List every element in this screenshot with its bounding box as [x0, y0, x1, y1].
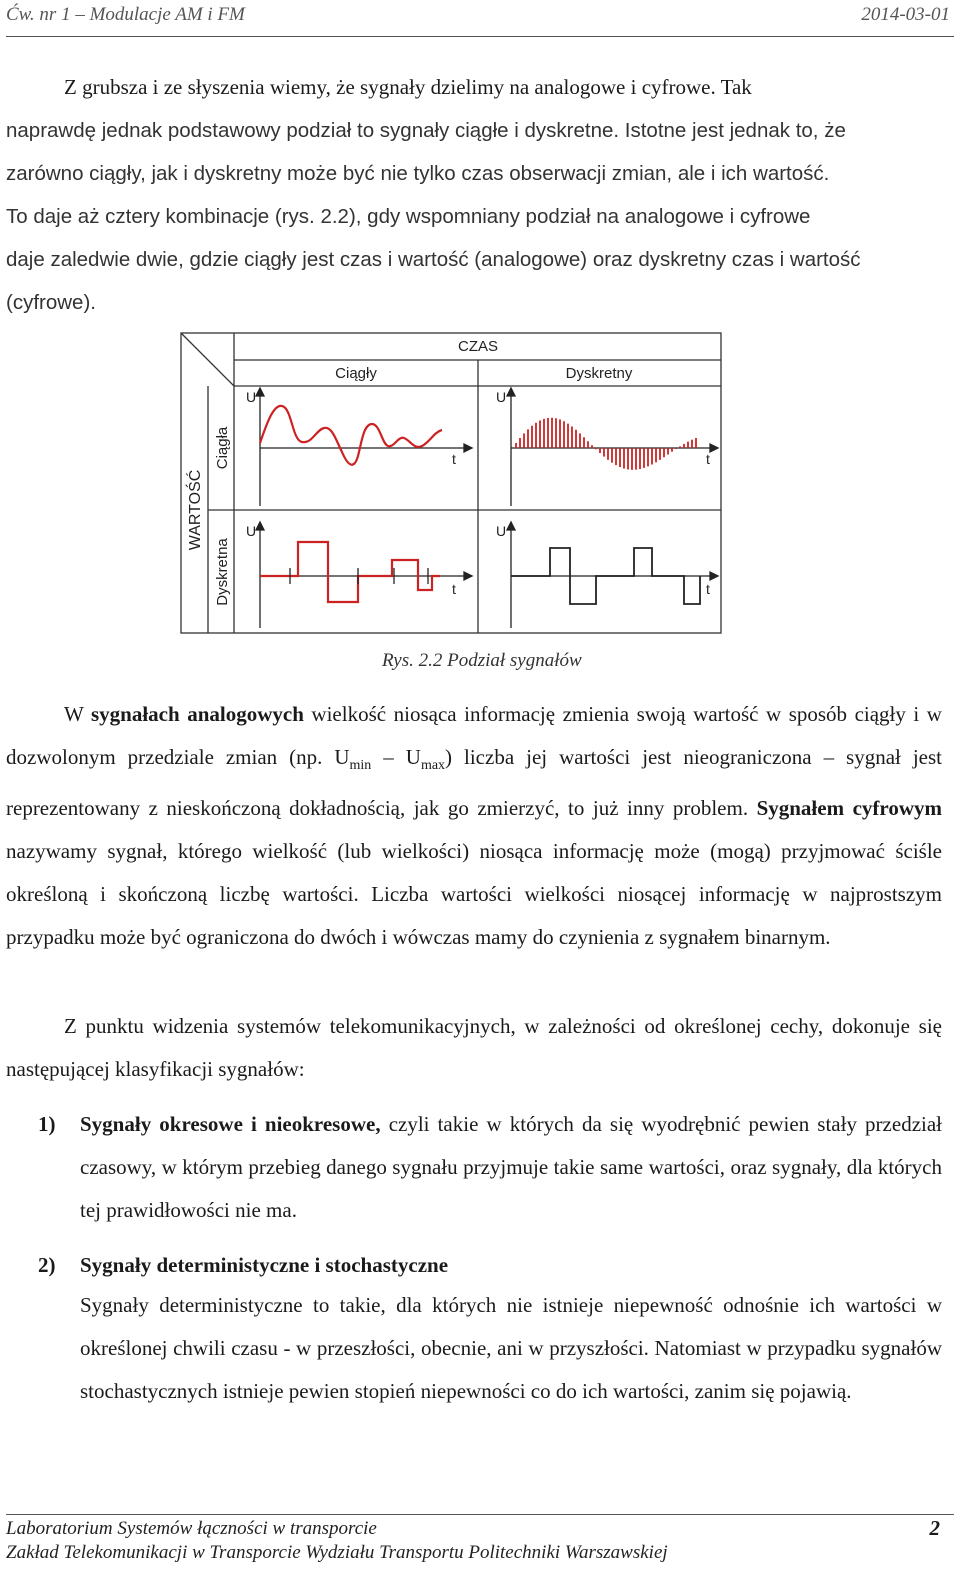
umin-sub: min	[349, 758, 372, 774]
u-label-4: U	[496, 523, 507, 539]
footer-divider	[6, 1514, 954, 1515]
ciagly-label: Ciągły	[335, 365, 377, 382]
classification-intro: Z punktu widzenia systemów telekomunikacyjnych, w zależności od określonej cechy, dokonuje się następującej klasyfikacji sygnałów:	[6, 1014, 942, 1081]
list-num-1: 1)	[38, 1112, 56, 1136]
page-header	[6, 2, 954, 37]
list-term-2: Sygnały deterministyczne i stochastyczne	[80, 1253, 449, 1277]
para2-rest2: ) liczba jej wartości jest nieograniczona – sygnał jest reprezentowany z nieskończoną dokładnością, jak go zmierzyć, to już inny problem.	[6, 745, 942, 821]
para2-rest1: wielkość niosąca informację zmienia swoją wartość w sposób ciągły i w dozwolonym przedziale zmian (np. U	[6, 702, 942, 769]
para2-rest3: nazywamy sygnał, którego wielkość (lub wielkości) niosąca informację może (mogą) przyjmować ściśle określoną i skończoną liczbę wartości. Liczba wartości wielkości niosącej informację w najprostszym przypadku może być ograniczona do dwóch i wówczas mamy do czynienia z sygnałem binarnym.	[6, 839, 942, 950]
para2-dash: – U	[371, 745, 421, 769]
list-term-1: Sygnały okresowe i nieokresowe,	[80, 1112, 381, 1136]
page-number: 2	[929, 1516, 940, 1540]
t-label-3: t	[452, 581, 456, 597]
u-label-1: U	[246, 389, 257, 405]
t-label-2: t	[706, 451, 710, 467]
u-label-2: U	[496, 389, 507, 405]
list-num-2: 2)	[38, 1253, 56, 1277]
czas-label: CZAS	[457, 338, 499, 355]
intro-line-3: zarówno ciągły, jak i dyskretny może być nie tylko czas obserwacji zmian, ale i ich wartość.	[6, 162, 830, 185]
intro-line-4: To daje aż cztery kombinacje (rys. 2.2), gdy wspomniany podział na analogowe i cyfrowe	[6, 205, 811, 228]
digital-wave	[511, 548, 700, 604]
definition-paragraph	[6, 693, 942, 959]
analog-wave	[260, 406, 442, 465]
header-title: Ćw. nr 1 – Modulacje AM i FM	[6, 4, 245, 25]
intro-line-1: Z grubsza i ze słyszenia wiemy, że sygnały dzielimy na analogowe i cyfrowe. Tak	[64, 75, 752, 99]
dyskretna-label: Dyskretna	[214, 538, 231, 606]
list-text-1: czyli takie w których da się wyodrębnić pewien stały przedział czasowy, w którym przebieg danego sygnału przyjmuje takie same wartości, oraz sygnały, dla których tej prawidłowości nie ma.	[80, 1112, 942, 1222]
ciagla-label: Ciągła	[214, 426, 231, 470]
intro-line-2: naprawdę jednak podstawowy podział to sygnały ciągłe i dyskretne. Istotne jest jednak to, że	[6, 119, 846, 142]
list-body-1	[80, 1103, 942, 1232]
intro-line-5: daje zaledwie dwie, gdzie ciągły jest czas i wartość (analogowe) oraz dyskretny czas i wartość	[6, 248, 861, 271]
digital-signal-term: Sygnałem cyfrowym	[756, 796, 942, 821]
u-label-3: U	[246, 523, 257, 539]
figure-svg	[178, 328, 724, 638]
dyskretny-label: Dyskretny	[565, 365, 633, 382]
signal-classification-figure	[178, 328, 724, 643]
intro-line-6: (cyfrowe).	[6, 291, 96, 314]
header-date: 2014-03-01	[861, 4, 950, 25]
para2-w: W	[64, 702, 91, 726]
t-label-4: t	[706, 581, 710, 597]
figure-caption: Rys. 2.2 Podział sygnałów	[382, 650, 582, 671]
t-label-1: t	[452, 451, 456, 467]
list-text-2: Sygnały deterministyczne to takie, dla których nie istnieje niepewność odnośnie ich wartości w określonej chwili czasu - w przeszłości, obecnie, ani w przyszłości. Natomiast w przypadku sygnałów stochastycznych istnieje pewien stopień niepewności co do ich wartości, zanim się pojawią.	[80, 1293, 942, 1403]
footer-lab: Laboratorium Systemów łączności w transporcie	[6, 1518, 377, 1539]
footer-department: Zakład Telekomunikacji w Transporcie Wydziału Transportu Politechniki Warszawskiej	[6, 1542, 668, 1563]
list-body-2	[80, 1244, 942, 1413]
wartosc-label: WARTOŚĆ	[187, 469, 204, 551]
sampled-wave	[516, 418, 696, 470]
quantized-wave	[260, 542, 440, 602]
analog-signal-term: sygnałach analogowych	[90, 702, 304, 726]
umax-sub: max	[420, 758, 446, 774]
